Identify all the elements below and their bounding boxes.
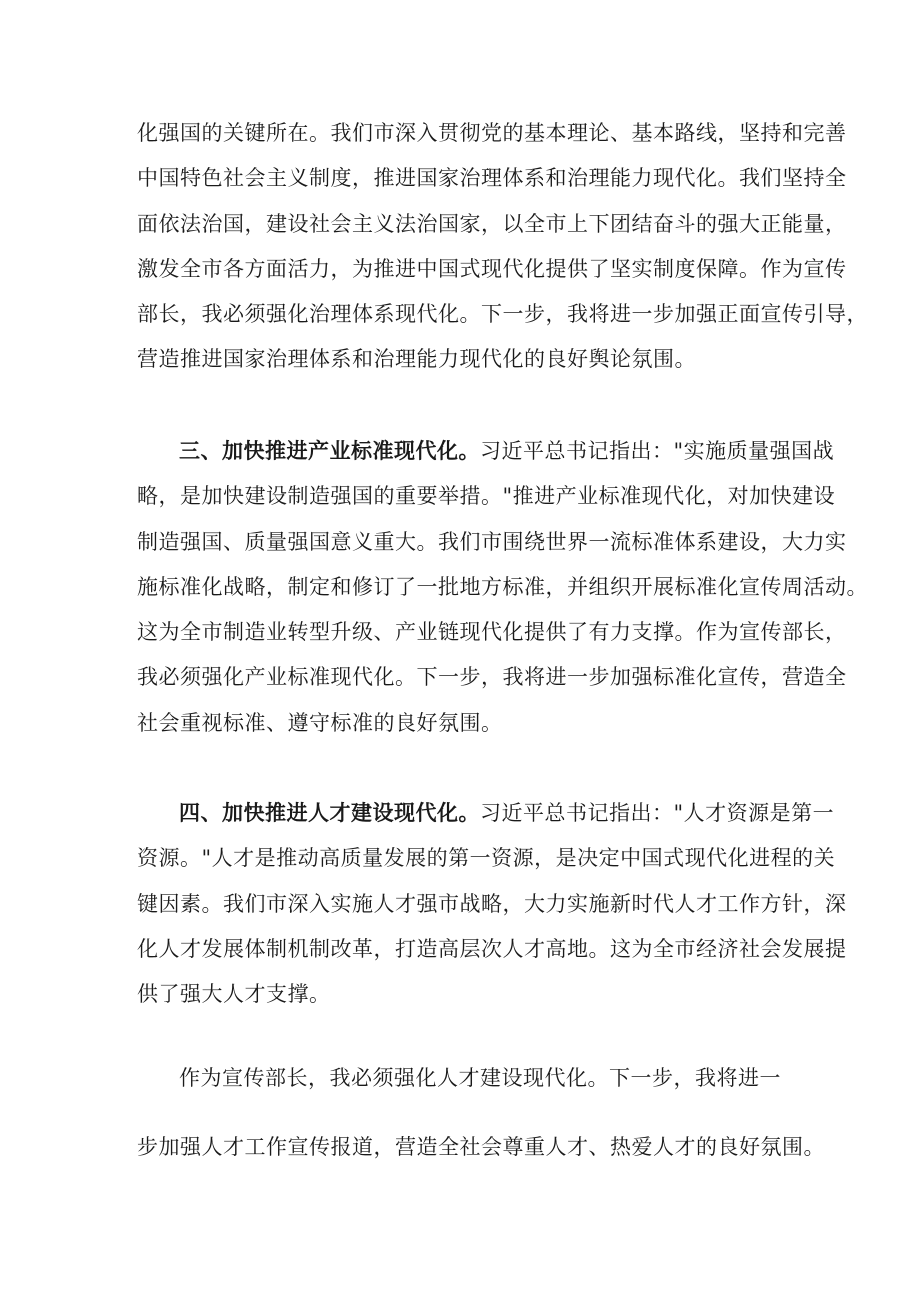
text-line: 激发全市各方面活力，为推进中国式现代化提供了坚实制度保障。作为宣传 — [137, 256, 847, 281]
text-line: 供了强大人才支撑。 — [137, 982, 331, 1007]
text-line: 步加强人才工作宣传报道，营造全社会尊重人才、热爱人才的良好氛围。 — [137, 1135, 825, 1159]
text-line: 部长，我必须强化治理体系现代化。下一步，我将进一步加强正面宣传引导， — [137, 302, 868, 327]
text-line: 我必须强化产业标准现代化。下一步，我将进一步加强标准化宣传，营造全 — [137, 665, 847, 690]
text-line: 社会重视标准、遵守标准的良好氛围。 — [137, 710, 503, 735]
paragraph-closing-line-b — [137, 1125, 825, 1170]
text-line: 作为宣传部长，我必须强化人才建设现代化。下一步，我将进一 — [179, 1066, 781, 1090]
text-line-first — [137, 790, 835, 836]
paragraph-talent-development — [137, 790, 847, 1017]
text-line: 制造强国、质量强国意义重大。我们市围绕世界一流标准体系建设，大力实 — [137, 529, 847, 554]
text-line: 营造推进国家治理体系和治理能力现代化的良好舆论氛围。 — [137, 347, 696, 372]
text-line: 化人才发展体制机制改革，打造高层次人才高地。这为全市经济社会发展提 — [137, 936, 847, 961]
text-line-rest: 习近平总书记指出："实施质量强国战 — [480, 439, 835, 463]
text-line-rest: 习近平总书记指出："人才资源是第一 — [480, 801, 835, 825]
text-line: 面依法治国，建设社会主义法治国家，以全市上下团结奋斗的强大正能量， — [137, 211, 847, 236]
paragraph-closing-line-a — [137, 1056, 797, 1101]
section-heading-four: 四、加快推进人才建设现代化。 — [179, 800, 480, 825]
text-line: 中国特色社会主义制度，推进国家治理体系和治理能力现代化。我们坚持全 — [137, 166, 847, 191]
text-line: 键因素。我们市深入实施人才强市战略，大力实施新时代人才工作方针，深 — [137, 891, 847, 916]
paragraph-governance-modernization — [137, 111, 868, 383]
text-line: 资源。"人才是推动高质量发展的第一资源，是决定中国式现代化进程的关 — [137, 846, 836, 871]
text-line: 这为全市制造业转型升级、产业链现代化提供了有力支撑。作为宣传部长， — [137, 620, 847, 645]
text-line: 化强国的关键所在。我们市深入贯彻党的基本理论、基本路线，坚持和完善 — [137, 121, 847, 145]
text-line: 略，是加快建设制造强国的重要举措。"推进产业标准现代化，对加快建设 — [137, 484, 836, 509]
text-line-first — [137, 428, 835, 474]
text-line: 施标准化战略，制定和修订了一批地方标准，并组织开展标准化宣传周活动。 — [137, 574, 868, 599]
section-heading-three: 三、加快推进产业标准现代化。 — [179, 438, 480, 463]
paragraph-industry-standards — [137, 428, 868, 746]
